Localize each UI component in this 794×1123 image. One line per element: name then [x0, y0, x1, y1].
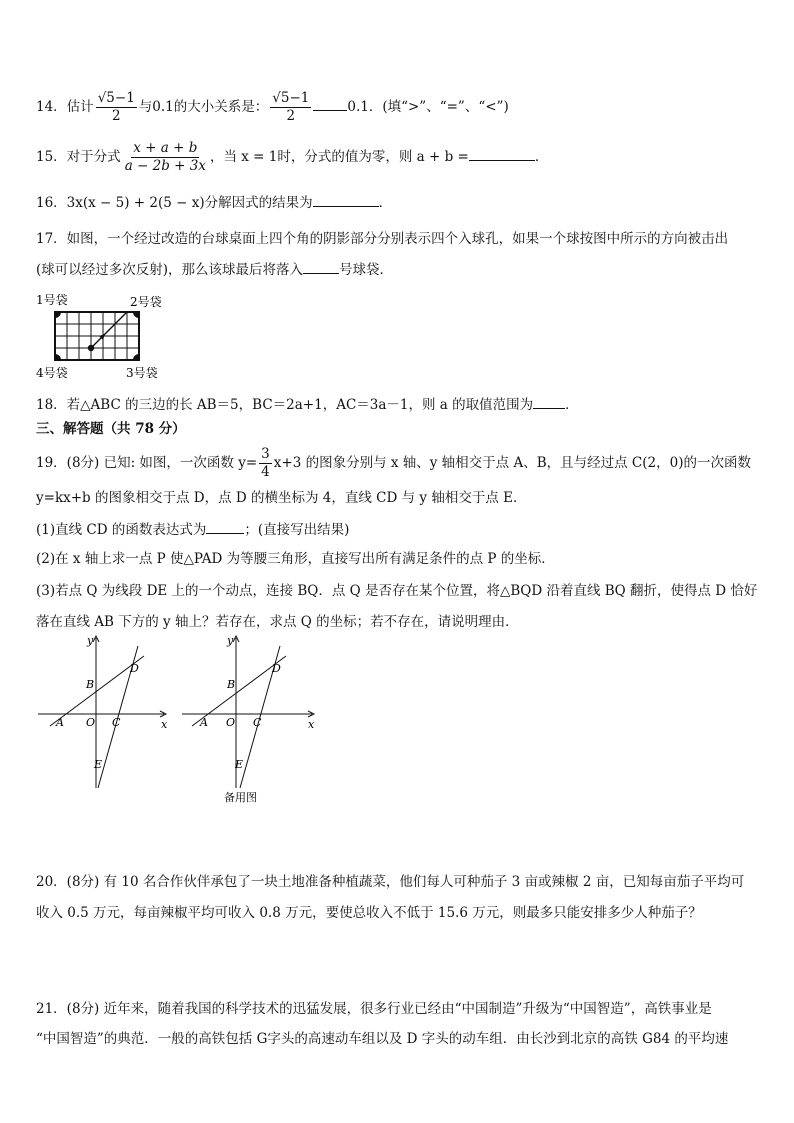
question-19-line-1: 19．(8分) 已知: 如图，一次函数 y= $\frac{3}{4}$ x+3 的图象分别与 x 轴、y 轴相交于点 A、B，且与经过点 C(2，0)的一次函数 [36, 446, 751, 480]
svg-text:D: D [130, 662, 139, 675]
question-19-part-3-line-2: 落在直线 AB 下方的 y 轴上？若存在，求点 Q 的坐标；若不存在，请说明理由． [36, 614, 519, 630]
billiard-table-figure [34, 290, 174, 380]
question-19-line-2: y=kx+b 的图象相交于点 D，点 D 的横坐标为 4，直线 CD 与 y 轴相交于点 E． [36, 490, 527, 506]
svg-text:O: O [86, 716, 96, 729]
pocket-1-label: 1号袋 [36, 293, 68, 307]
svg-text:y: y [87, 634, 94, 647]
svg-text:O: O [226, 716, 236, 729]
question-19-part-3-line-1: (3)若点 Q 为线段 DE 上的一个动点，连接 BQ．点 Q 是否存在某个位置，将△BQD 沿着直线 BQ 翻折，使得点 D 恰好 [36, 583, 758, 599]
question-16: 16．3x(x − 5) + 2(5 − x)分解因式的结果为 ． [36, 192, 392, 212]
question-17-line-1: 17．如图，一个经过改造的台球桌面上四个角的阴影部分分别表示四个入球孔，如果一个球按图中所示的方向被击出 [36, 231, 729, 247]
pocket-2-label: 2号袋 [130, 295, 162, 309]
svg-text:y: y [227, 634, 234, 647]
figure-caption: 备用图 [224, 791, 257, 804]
svg-text:E: E [235, 758, 244, 771]
coordinate-figure [36, 632, 176, 792]
question-18: 18．若△ABC 的三边的长 AB＝5，BC＝2a+1，AC＝3a－1，则 a 的取值范围为 ． [36, 394, 579, 414]
svg-text:x: x [308, 718, 315, 731]
svg-text:C: C [112, 716, 121, 729]
svg-text:A: A [200, 716, 208, 729]
question-20-line-1: 20．(8分) 有 10 名合作伙伴承包了一块土地准备种植蔬菜，他们每人可种茄子 3 亩或辣椒 2 亩，已知每亩茄子平均可 [36, 874, 745, 890]
answer-blank [206, 519, 244, 534]
table-grid [55, 312, 139, 360]
answer-blank [469, 146, 535, 161]
svg-text:x: x [161, 718, 168, 731]
answer-blank [303, 259, 339, 274]
question-17-line-2: (球可以经过多次反射)，那么该球最后将落入 号球袋． [36, 259, 393, 279]
svg-text:A: A [56, 716, 64, 729]
pocket-4-label: 4号袋 [36, 366, 68, 380]
svg-text:B: B [227, 678, 236, 691]
question-19-part-2: (2)在 x 轴上求一点 P 使△PAD 为等腰三角形，直接写出所有满足条件的点 P 的坐标． [36, 551, 555, 567]
fraction: $\frac{x + a + b}{a - 2b + 3x}$ [124, 140, 206, 174]
question-14: 14．估计 $\frac{√5-1}{2}$ 与0.1的大小关系是： $\frac{√5-1}{2}$ 0.1．(填“>”、“=”、“<”) [36, 90, 509, 124]
question-19-part-1: (1)直线 CD 的函数表达式为 ；(直接写出结果) [36, 519, 349, 539]
answer-blank [533, 394, 565, 409]
question-20-line-2: 收入 0.5 万元，每亩辣椒平均可收入 0.8 万元，要使总收入不低于 15.6 万元，则最多只能安排多少人种茄子？ [36, 905, 702, 921]
fraction: $\frac{√5-1}{2}$ [272, 90, 310, 124]
answer-blank [313, 192, 379, 207]
svg-text:C: C [253, 716, 262, 729]
fraction: $\frac{3}{4}$ [261, 446, 270, 480]
question-21-line-1: 21．(8分) 近年来，随着我国的科学技术的迅猛发展，很多行业已经由“中国制造”升级为“中国智造”，高铁事业是 [36, 1001, 712, 1017]
answer-blank [313, 96, 347, 111]
svg-text:D: D [272, 662, 281, 675]
fraction: $\frac{√5-1}{2}$ [97, 90, 135, 124]
svg-text:B: B [86, 678, 95, 691]
question-21-line-2: “中国智造”的典范．一般的高铁包括 G字头的高速动车组以及 D 字头的动车组．由长沙到北京的高铁 G84 的平均速 [36, 1031, 729, 1047]
pocket-3-label: 3号袋 [126, 366, 158, 380]
coordinate-figure-backup [180, 632, 320, 807]
section-heading: 三、解答题（共 78 分） [36, 421, 186, 437]
svg-text:E: E [94, 758, 103, 771]
question-15: 15．对于分式 $\frac{x + a + b}{a - 2b + 3x}$ ，当 x = 1时，分式的值为零，则 a + b = ． [36, 140, 549, 174]
